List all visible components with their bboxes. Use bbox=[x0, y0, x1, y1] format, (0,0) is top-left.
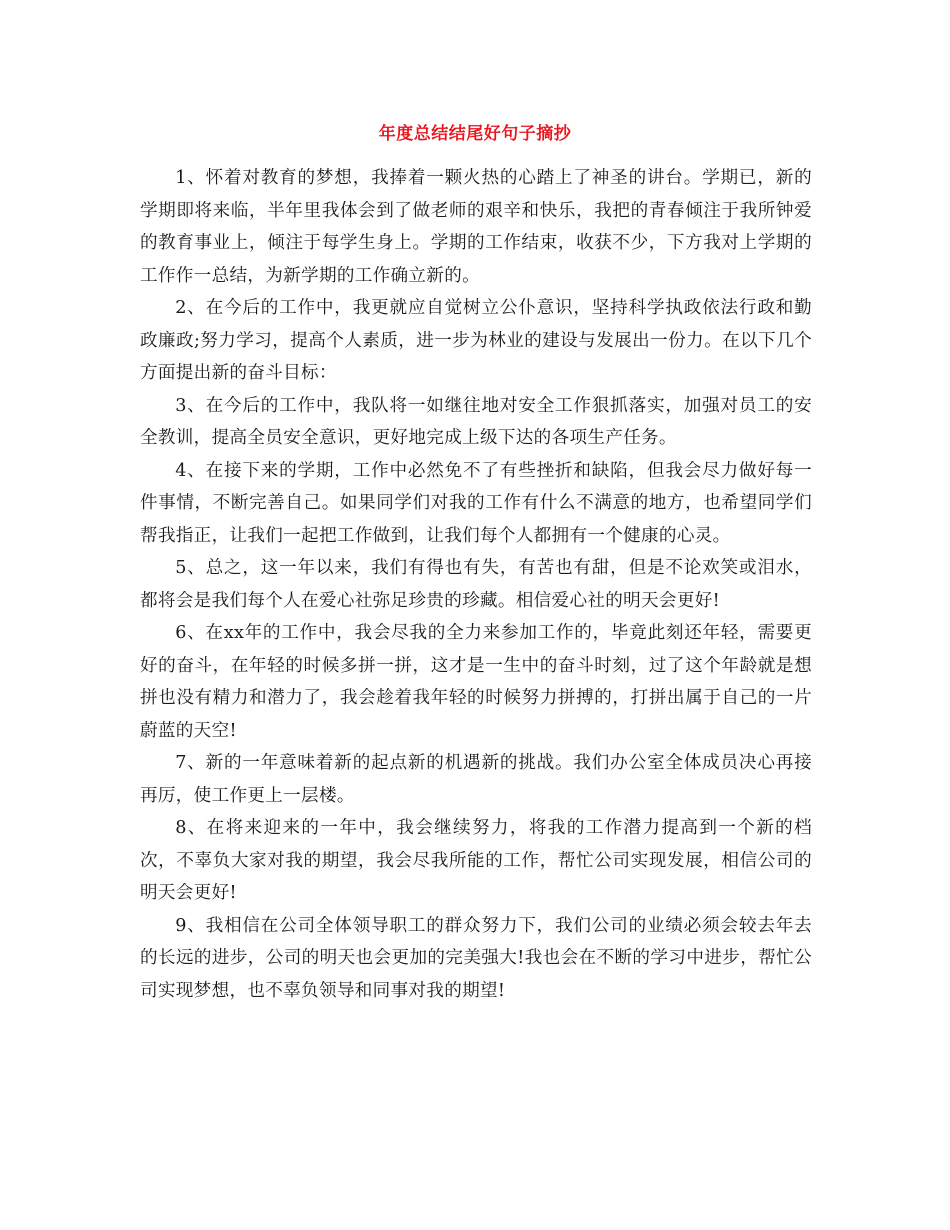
paragraph-5: 5、总之，这一年以来，我们有得也有失，有苦也有甜，但是不论欢笑或泪水，都将会是我们每个人在爱心社弥足珍贵的珍藏。相信爱心社的明天会更好! bbox=[140, 558, 812, 611]
paragraph-8: 8、在将来迎来的一年中，我会继续努力，将我的工作潜力提高到一个新的档次，不辜负大家对我的期望，我会尽我所能的工作，帮忙公司实现发展，相信公司的明天会更好! bbox=[140, 818, 812, 903]
document-title: 年度总结结尾好句子摘抄 bbox=[378, 124, 572, 144]
paragraph-9: 9、我相信在公司全体领导职工的群众努力下，我们公司的业绩必须会较去年去的长远的进步，公司的明天也会更加的完美强大!我也会在不断的学习中进步，帮忙公司实现梦想，也不辜负领导和同事对我的期望! bbox=[140, 915, 812, 1001]
paragraph-7: 7、新的一年意味着新的起点新的机遇新的挑战。我们办公室全体成员决心再接再厉，使工作更上一层楼。 bbox=[140, 753, 812, 806]
paragraph-4: 4、在接下来的学期，工作中必然免不了有些挫折和缺陷，但我会尽力做好每一件事情，不断完善自己。如果同学们对我的工作有什么不满意的地方，也希望同学们帮我指正，让我们一起把工作做到，让我们每个人都拥有一个健康的心灵。 bbox=[140, 460, 812, 546]
paragraph-6: 6、在xx年的工作中，我会尽我的全力来参加工作的，毕竟此刻还年轻，需要更好的奋斗，在年轻的时候多拼一拼，这才是一生中的奋斗时刻，过了这个年龄就是想拼也没有精力和潜力了，我会趁着我年轻的时候努力拼搏的，打拼出属于自己的一片蔚蓝的天空! bbox=[140, 623, 812, 741]
paragraph-2: 2、在今后的工作中，我更就应自觉树立公仆意识，坚持科学执政依法行政和勤政廉政;努力学习，提高个人素质，进一步为林业的建设与发展出一份力。在以下几个方面提出新的奋斗目标： bbox=[140, 298, 812, 383]
document-body bbox=[140, 162, 812, 1007]
paragraph-1: 1、怀着对教育的梦想，我捧着一颗火热的心踏上了神圣的讲台。学期已，新的学期即将来临，半年里我体会到了做老师的艰辛和快乐，我把的青春倾注于我所钟爱的教育事业上，倾注于每学生身上。学期的工作结束，收获不少，下方我对上学期的工作作一总结，为新学期的工作确立新的。 bbox=[140, 168, 812, 286]
paragraph-3: 3、在今后的工作中，我队将一如继往地对安全工作狠抓落实，加强对员工的安全教训，提高全员安全意识，更好地完成上级下达的各项生产任务。 bbox=[140, 395, 812, 448]
